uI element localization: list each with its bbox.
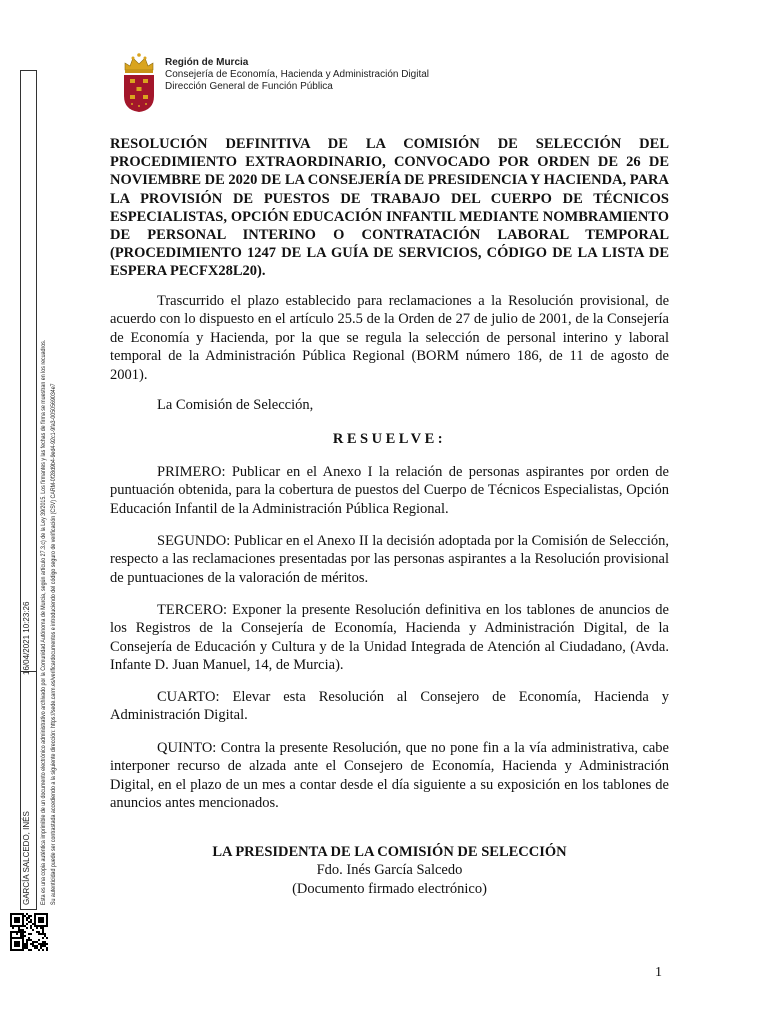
header-block bbox=[165, 57, 429, 93]
resuelve-heading: RESUELVE: bbox=[332, 431, 447, 447]
signature-box bbox=[20, 70, 37, 910]
header-directorate: Dirección General de Función Pública bbox=[165, 81, 333, 92]
document-title: RESOLUCIÓN DEFINITIVA DE LA COMISIÓN DE SELECCIÓN DEL PROCEDIMIENTO EXTRAORDINARIO, CONVOCADO POR ORDEN DE 26 DE NOVIEMBRE DE 2020 DE LA CONSEJERÍA DE PRESIDENCIA Y HACIENDA, PARA LA PROVISIÓN DE PUESTOS DE TRABAJO DEL CUERPO DE TÉCNICOS ESPECIALISTAS, OPCIÓN EDUCACIÓN INFANTIL MEDIANTE NOMBRAMIENTO DE PERSONAL INTERINO O CONTRATACIÓN LABORAL TEMPORAL (PROCEDIMIENTO 1247 DE LA GUÍA DE SERVICIOS, CÓDIGO DE LA LISTA DE ESPERA PECFX28L20). bbox=[110, 136, 669, 280]
signature-date: 16/04/2021 10:23:26 bbox=[22, 601, 31, 675]
region-crest-logo bbox=[122, 52, 156, 114]
segundo-text: SEGUNDO: Publicar en el Anexo II la decisión adoptada por la Comisión de Selección, respecto a las reclamaciones presentadas por las personas aspirantes a la Resolución provisional de puntuaciones de la valoración de méritos. bbox=[110, 533, 669, 586]
primero-paragraph bbox=[110, 463, 669, 518]
signature-note: (Documento firmado electrónico) bbox=[292, 880, 487, 897]
tercero-paragraph bbox=[110, 601, 669, 675]
signature-block bbox=[110, 843, 669, 898]
verification-note: Su autenticidad puede ser contrastada accediendo a la siguiente dirección: https://sede.carm.es/verificardocumentos e introduciendo del código seguro de verificación (CSV) CARM-0f28d9b4-9ed4-92c1-9fa3-0050569034e7 bbox=[51, 383, 57, 905]
signer-name: GARCÍA SALCEDO, INÉS bbox=[22, 811, 31, 905]
intro-text: Trascurrido el plazo establecido para reclamaciones a la Resolución provisional, de acuerdo con lo dispuesto en el artículo 25.5 de la Orden de 27 de julio de 2001, de la Consejería de Economía y Hacienda, por la que se regula la selección de personal interino y laboral temporal de la Administración Pública Regional (BORM número 186, de 11 de agosto de 2001). bbox=[110, 293, 669, 383]
authenticity-note: Esta es una copia auténtica imprimible de un documento electrónico administrativo archivado por la Comunidad Autónoma de Murcia, según artículo 27.3.c) de la Ley 39/2015. Los firmantes y las fechas de firma se muestran en los recuadros. bbox=[41, 339, 47, 905]
cuarto-paragraph bbox=[110, 688, 669, 725]
tercero-text: TERCERO: Exponer la presente Resolución definitiva en los tablones de anuncios de los Registros de la Consejería de Economía, Hacienda y Administración Digital, de la Consejería de Educación y Cultura y de la Unidad Integrada de Atención al Ciudadano, (Avda. Infante D. Juan Manuel, 14, de Murcia). bbox=[110, 602, 669, 674]
committee-line bbox=[110, 396, 669, 414]
header-ministry: Consejería de Economía, Hacienda y Administración Digital bbox=[165, 69, 430, 80]
signature-name: Fdo. Inés García Salcedo bbox=[316, 862, 463, 879]
header-org: Región de Murcia bbox=[165, 57, 249, 68]
signature-role: LA PRESIDENTA DE LA COMISIÓN DE SELECCIÓN bbox=[212, 844, 567, 860]
intro-paragraph bbox=[110, 292, 669, 384]
page-number: 1 bbox=[655, 965, 662, 980]
cuarto-text: CUARTO: Elevar esta Resolución al Consejero de Economía, Hacienda y Administración Digital. bbox=[110, 689, 669, 724]
quinto-text: QUINTO: Contra la presente Resolución, que no pone fin a la vía administrativa, cabe interponer recurso de alzada ante el Consejero de Economía, Hacienda y Administración Digital, en el plazo de un mes a contar desde el día siguiente a su exposición en los tablones de anuncios antes mencionados. bbox=[110, 740, 669, 812]
primero-text: PRIMERO: Publicar en el Anexo I la relación de personas aspirantes por orden de puntuación obtenida, para la cobertura de puestos del Cuerpo de Técnicos Especialistas, Opción Educación Infantil de la Administración Pública Regional. bbox=[110, 464, 669, 517]
quinto-paragraph bbox=[110, 739, 669, 813]
qr-code bbox=[10, 913, 48, 951]
segundo-paragraph bbox=[110, 532, 669, 587]
committee-text: La Comisión de Selección, bbox=[157, 397, 314, 413]
